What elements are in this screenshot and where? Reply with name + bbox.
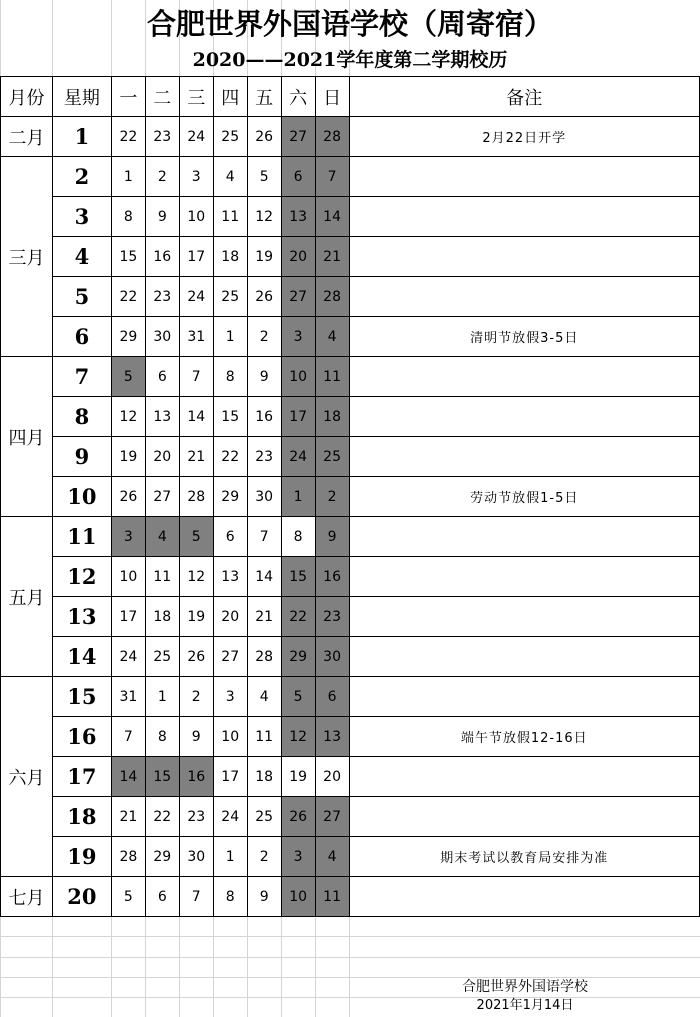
week-row [1, 197, 700, 237]
note-cell [349, 397, 699, 437]
day-cell-holiday: 9 [315, 517, 349, 557]
day-cell-holiday: 6 [281, 157, 315, 197]
day-cell: 18 [213, 237, 247, 277]
day-cell-holiday: 14 [111, 757, 145, 797]
day-cell-holiday: 2 [315, 477, 349, 517]
day-cell: 2 [247, 837, 281, 877]
day-cell: 22 [111, 277, 145, 317]
note-cell: 劳动节放假1-5日 [349, 477, 699, 517]
day-cell: 9 [247, 357, 281, 397]
week-number: 18 [52, 797, 111, 837]
week-number: 10 [52, 477, 111, 517]
day-cell-holiday: 26 [281, 797, 315, 837]
day-cell-holiday: 10 [281, 877, 315, 917]
day-cell: 1 [213, 317, 247, 357]
day-cell: 28 [247, 637, 281, 677]
day-cell-holiday: 28 [315, 117, 349, 157]
day-cell: 1 [145, 677, 179, 717]
day-cell-holiday: 28 [315, 277, 349, 317]
day-cell-holiday: 25 [315, 437, 349, 477]
day-cell: 13 [145, 397, 179, 437]
month-cell: 六月 [1, 677, 53, 877]
day-cell: 16 [247, 397, 281, 437]
day-cell: 19 [247, 237, 281, 277]
header-week: 星期 [52, 77, 111, 117]
day-cell: 7 [111, 717, 145, 757]
day-cell: 12 [179, 557, 213, 597]
week-row [1, 517, 700, 557]
day-cell-holiday: 24 [281, 437, 315, 477]
day-cell: 20 [145, 437, 179, 477]
day-cell: 27 [213, 637, 247, 677]
day-cell-holiday: 30 [315, 637, 349, 677]
month-cell: 二月 [1, 117, 53, 157]
day-cell: 2 [145, 157, 179, 197]
day-cell: 25 [213, 277, 247, 317]
header-note: 备注 [349, 77, 699, 117]
week-row [1, 237, 700, 277]
week-row [1, 397, 700, 437]
day-cell: 23 [145, 277, 179, 317]
week-number: 3 [52, 197, 111, 237]
week-number: 9 [52, 437, 111, 477]
day-cell: 22 [213, 437, 247, 477]
day-cell: 26 [179, 637, 213, 677]
note-cell [349, 197, 699, 237]
note-cell [349, 357, 699, 397]
day-cell: 20 [315, 757, 349, 797]
day-cell: 9 [145, 197, 179, 237]
week-number: 13 [52, 597, 111, 637]
note-cell [349, 677, 699, 717]
day-cell: 1 [111, 157, 145, 197]
note-cell: 清明节放假3-5日 [349, 317, 699, 357]
week-row [1, 557, 700, 597]
day-cell: 6 [145, 877, 179, 917]
week-number: 4 [52, 237, 111, 277]
note-cell [349, 877, 699, 917]
header-month: 月份 [1, 77, 53, 117]
page-subtitle: 2020——2021学年度第二学期校历 [192, 49, 508, 71]
day-cell-holiday: 3 [281, 837, 315, 877]
week-row [1, 117, 700, 157]
week-number: 11 [52, 517, 111, 557]
week-number: 17 [52, 757, 111, 797]
day-cell-holiday: 4 [315, 837, 349, 877]
week-number: 8 [52, 397, 111, 437]
day-cell-holiday: 16 [315, 557, 349, 597]
note-cell [349, 277, 699, 317]
day-cell: 23 [179, 797, 213, 837]
day-cell: 14 [247, 557, 281, 597]
header-day: 五 [247, 77, 281, 117]
footer-school: 合肥世界外国语学校 [462, 979, 588, 995]
week-row [1, 757, 700, 797]
day-cell: 25 [145, 637, 179, 677]
day-cell-holiday: 21 [315, 237, 349, 277]
day-cell-holiday: 5 [179, 517, 213, 557]
note-cell [349, 517, 699, 557]
day-cell: 24 [179, 117, 213, 157]
day-cell: 12 [111, 397, 145, 437]
note-cell: 期末考试以教育局安排为准 [349, 837, 699, 877]
week-number: 12 [52, 557, 111, 597]
day-cell-holiday: 18 [315, 397, 349, 437]
note-cell: 端午节放假12-16日 [349, 717, 699, 757]
week-number: 14 [52, 637, 111, 677]
day-cell: 19 [111, 437, 145, 477]
day-cell: 8 [145, 717, 179, 757]
note-cell [349, 157, 699, 197]
day-cell-holiday: 3 [111, 517, 145, 557]
day-cell: 22 [145, 797, 179, 837]
day-cell: 25 [247, 797, 281, 837]
day-cell-holiday: 4 [315, 317, 349, 357]
day-cell: 2 [247, 317, 281, 357]
calendar-table [0, 76, 700, 917]
week-row [1, 357, 700, 397]
header-day: 六 [281, 77, 315, 117]
footer-date: 2021年1月14日 [476, 998, 574, 1013]
day-cell: 7 [179, 877, 213, 917]
day-cell: 31 [179, 317, 213, 357]
week-row [1, 877, 700, 917]
day-cell: 9 [247, 877, 281, 917]
week-number: 6 [52, 317, 111, 357]
day-cell-holiday: 1 [281, 477, 315, 517]
day-cell: 29 [145, 837, 179, 877]
day-cell: 2 [179, 677, 213, 717]
header-day: 四 [213, 77, 247, 117]
day-cell: 9 [179, 717, 213, 757]
day-cell: 1 [213, 837, 247, 877]
day-cell-holiday: 3 [281, 317, 315, 357]
day-cell: 19 [281, 757, 315, 797]
day-cell: 19 [179, 597, 213, 637]
day-cell: 7 [247, 517, 281, 557]
day-cell: 17 [111, 597, 145, 637]
note-cell: 2月22日开学 [349, 117, 699, 157]
day-cell-holiday: 4 [145, 517, 179, 557]
day-cell-holiday: 27 [281, 117, 315, 157]
week-number: 15 [52, 677, 111, 717]
day-cell-holiday: 13 [281, 197, 315, 237]
week-row [1, 477, 700, 517]
day-cell: 6 [213, 517, 247, 557]
day-cell: 24 [111, 637, 145, 677]
day-cell: 24 [213, 797, 247, 837]
day-cell: 15 [111, 237, 145, 277]
header-day: 日 [315, 77, 349, 117]
day-cell-holiday: 29 [281, 637, 315, 677]
week-row [1, 717, 700, 757]
note-cell [349, 797, 699, 837]
note-cell [349, 237, 699, 277]
day-cell: 4 [247, 677, 281, 717]
day-cell: 18 [247, 757, 281, 797]
day-cell: 26 [111, 477, 145, 517]
day-cell-holiday: 14 [315, 197, 349, 237]
day-cell-holiday: 7 [315, 157, 349, 197]
day-cell: 23 [247, 437, 281, 477]
day-cell: 13 [213, 557, 247, 597]
day-cell: 3 [179, 157, 213, 197]
day-cell: 21 [179, 437, 213, 477]
month-cell: 五月 [1, 517, 53, 677]
week-number: 1 [52, 117, 111, 157]
day-cell: 17 [179, 237, 213, 277]
month-cell: 七月 [1, 877, 53, 917]
day-cell: 29 [213, 477, 247, 517]
day-cell-holiday: 10 [281, 357, 315, 397]
week-number: 7 [52, 357, 111, 397]
day-cell-holiday: 12 [281, 717, 315, 757]
week-number: 20 [52, 877, 111, 917]
month-cell: 四月 [1, 357, 53, 517]
day-cell: 4 [213, 157, 247, 197]
week-row [1, 317, 700, 357]
day-cell-holiday: 13 [315, 717, 349, 757]
month-cell: 三月 [1, 157, 53, 357]
day-cell-holiday: 17 [281, 397, 315, 437]
day-cell: 8 [213, 877, 247, 917]
day-cell: 11 [145, 557, 179, 597]
day-cell: 27 [145, 477, 179, 517]
day-cell-holiday: 27 [281, 277, 315, 317]
day-cell: 30 [247, 477, 281, 517]
day-cell-holiday: 15 [145, 757, 179, 797]
day-cell: 30 [179, 837, 213, 877]
week-number: 2 [52, 157, 111, 197]
note-cell [349, 597, 699, 637]
day-cell: 7 [179, 357, 213, 397]
week-row [1, 797, 700, 837]
week-row [1, 837, 700, 877]
day-cell: 31 [111, 677, 145, 717]
day-cell: 12 [247, 197, 281, 237]
day-cell: 5 [247, 157, 281, 197]
day-cell-holiday: 23 [315, 597, 349, 637]
day-cell: 17 [213, 757, 247, 797]
week-row [1, 677, 700, 717]
day-cell: 10 [213, 717, 247, 757]
day-cell: 29 [111, 317, 145, 357]
week-row [1, 437, 700, 477]
day-cell-holiday: 22 [281, 597, 315, 637]
day-cell-holiday: 11 [315, 357, 349, 397]
day-cell: 5 [111, 877, 145, 917]
week-number: 5 [52, 277, 111, 317]
week-row [1, 277, 700, 317]
note-cell [349, 557, 699, 597]
day-cell-holiday: 6 [315, 677, 349, 717]
week-row [1, 637, 700, 677]
day-cell-holiday: 20 [281, 237, 315, 277]
day-cell: 26 [247, 277, 281, 317]
note-cell [349, 437, 699, 477]
week-row [1, 157, 700, 197]
day-cell: 15 [213, 397, 247, 437]
day-cell: 22 [111, 117, 145, 157]
day-cell-holiday: 16 [179, 757, 213, 797]
day-cell: 25 [213, 117, 247, 157]
day-cell: 14 [179, 397, 213, 437]
day-cell: 21 [247, 597, 281, 637]
day-cell: 18 [145, 597, 179, 637]
day-cell: 3 [213, 677, 247, 717]
day-cell: 21 [111, 797, 145, 837]
week-number: 19 [52, 837, 111, 877]
page-title: 合肥世界外国语学校（周寄宿） [146, 7, 553, 41]
day-cell: 28 [111, 837, 145, 877]
day-cell-holiday: 15 [281, 557, 315, 597]
day-cell: 8 [213, 357, 247, 397]
header-day: 三 [179, 77, 213, 117]
week-row [1, 597, 700, 637]
day-cell: 24 [179, 277, 213, 317]
day-cell: 6 [145, 357, 179, 397]
day-cell: 10 [179, 197, 213, 237]
day-cell: 26 [247, 117, 281, 157]
header-row [1, 77, 700, 117]
note-cell [349, 637, 699, 677]
day-cell-holiday: 5 [111, 357, 145, 397]
note-cell [349, 757, 699, 797]
day-cell-holiday: 11 [315, 877, 349, 917]
day-cell: 11 [213, 197, 247, 237]
day-cell: 23 [145, 117, 179, 157]
day-cell: 30 [145, 317, 179, 357]
day-cell: 8 [111, 197, 145, 237]
day-cell-holiday: 27 [315, 797, 349, 837]
header-day: 二 [145, 77, 179, 117]
day-cell: 20 [213, 597, 247, 637]
day-cell: 8 [281, 517, 315, 557]
day-cell: 10 [111, 557, 145, 597]
day-cell-holiday: 5 [281, 677, 315, 717]
header-day: 一 [111, 77, 145, 117]
day-cell: 28 [179, 477, 213, 517]
day-cell: 11 [247, 717, 281, 757]
day-cell: 16 [145, 237, 179, 277]
week-number: 16 [52, 717, 111, 757]
